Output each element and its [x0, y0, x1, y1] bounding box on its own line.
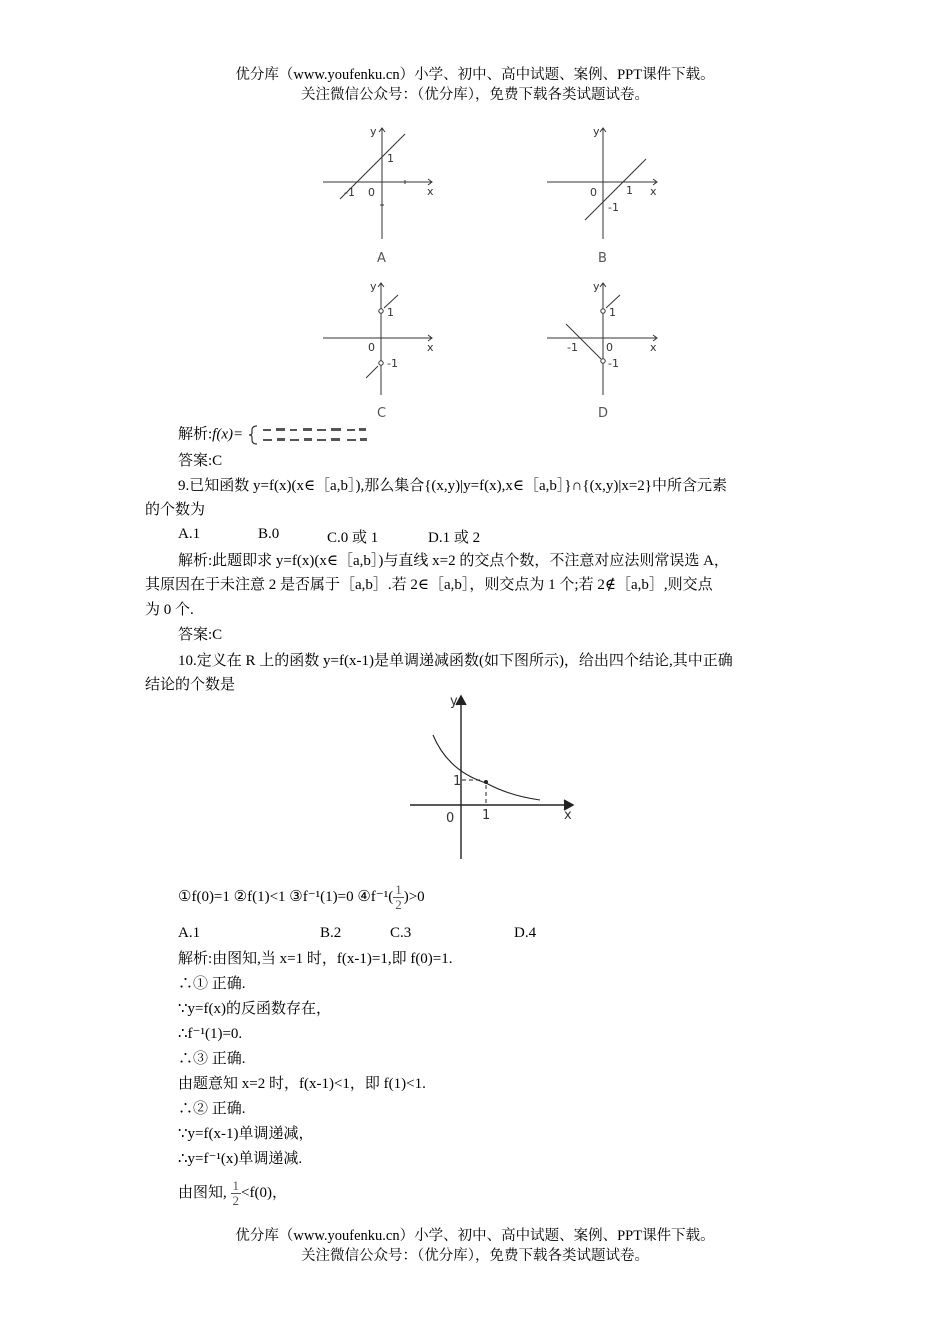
- q9-option-b: B.0: [258, 526, 280, 542]
- caption-d: D: [598, 406, 609, 421]
- q10-analysis-7: ∴② 正确.: [178, 1101, 246, 1117]
- graph-d-label-neg1-x: -1: [567, 341, 578, 354]
- graph-c-x-label: x: [427, 341, 434, 354]
- fraction-one-half-2: [231, 1179, 242, 1208]
- q8-analysis-prefix: 解析:: [178, 426, 213, 443]
- fraction-one-half: [393, 883, 404, 912]
- graph-a-origin: 0: [368, 186, 375, 199]
- q9-analysis-line-3: 为 0 个.: [145, 602, 194, 618]
- graph-b-x-label: x: [650, 185, 657, 198]
- q10-x-label: x: [564, 808, 572, 823]
- graph-a-y-label: y: [370, 125, 377, 138]
- graph-c-y-label: y: [370, 280, 377, 293]
- graph-d-y-label: y: [593, 280, 600, 293]
- graph-c-origin: 0: [368, 341, 375, 354]
- q10-option-c: C.3: [390, 925, 412, 941]
- q9-analysis-line-1: 解析:此题即求 y=f(x)(x∈［a,b］)与直线 x=2 的交点个数，不注意对应法则常误选 A，: [178, 553, 729, 569]
- q10-last-line: [178, 1176, 287, 1210]
- graph-c-label-neg1: -1: [387, 357, 398, 370]
- q10-label-1y: 1: [453, 774, 462, 789]
- header-line-1: 优分库（www.youfenku.cn）小学、初中、高中试题、案例、PPT课件下载。: [235, 67, 715, 83]
- graph-grid-q8: [0, 115, 950, 425]
- graph-d-label-neg1: -1: [608, 357, 619, 370]
- q10-conclusions: [178, 880, 425, 914]
- graph-c: [323, 283, 432, 395]
- q9-option-d: D.1 或 2: [428, 530, 481, 546]
- q10-y-label: y: [450, 694, 458, 709]
- q10-analysis-8: ∵y=f(x-1)单调递减，: [178, 1126, 314, 1142]
- q10-option-b: B.2: [320, 925, 342, 941]
- q10-last-suffix: <f(0)，: [241, 1185, 287, 1201]
- graph-d: [547, 283, 657, 395]
- graph-a-x-label: x: [427, 185, 434, 198]
- caption-c: C: [377, 406, 387, 421]
- graph-d-x-label: x: [650, 341, 657, 354]
- graph-a: [323, 128, 432, 239]
- graph-c-label-1: 1: [387, 306, 394, 319]
- graph-b: [547, 128, 657, 239]
- q10-option-a: A.1: [178, 925, 201, 941]
- caption-b: B: [598, 251, 607, 266]
- q10-stem-line-1: 10.定义在 R 上的函数 y=f(x-1)是单调递减函数(如下图所示)，给出四个结论,其中正确: [178, 653, 733, 669]
- piecewise-brace-icon: [247, 424, 377, 446]
- q9-answer: 答案:C: [178, 627, 223, 643]
- q10-analysis-6: 由题意知 x=2 时，f(x-1)<1，即 f(1)<1.: [178, 1076, 426, 1092]
- frac-den-2: 2: [232, 1193, 240, 1209]
- header-line-2: 关注微信公众号：（优分库），免费下载各类试题试卷。: [301, 87, 649, 103]
- q10-label-1x: 1: [482, 808, 491, 823]
- graph-b-origin: 0: [590, 186, 597, 199]
- q10-stem-line-2: 结论的个数是: [145, 677, 236, 693]
- q10-analysis-4: ∴f⁻¹(1)=0.: [178, 1026, 243, 1042]
- graph-b-y-label: y: [593, 125, 600, 138]
- graph-a-label-neg1: -1: [344, 186, 355, 199]
- q8-answer: 答案:C: [178, 453, 223, 469]
- footer-line-2: 关注微信公众号：（优分库），免费下载各类试题试卷。: [301, 1248, 649, 1264]
- q10-analysis-2: ∴① 正确.: [178, 976, 246, 992]
- q10-last-prefix: 由图知,: [178, 1185, 227, 1201]
- graph-b-label-1: 1: [626, 184, 633, 197]
- q8-analysis: [178, 424, 377, 446]
- q10-conclusions-tail: )>0: [403, 889, 425, 905]
- frac-num-2: 1: [232, 1178, 240, 1194]
- frac-den: 2: [395, 897, 402, 913]
- q8-analysis-func: f(x)=: [212, 426, 244, 443]
- q10-conclusions-text: ①f(0)=1 ②f(1)<1 ③f⁻¹(1)=0 ④f⁻¹(: [178, 889, 394, 905]
- q10-analysis-3: ∵y=f(x)的反函数存在，: [178, 1001, 331, 1017]
- graph-d-label-1: 1: [609, 306, 616, 319]
- graph-a-label-1: 1: [387, 152, 394, 165]
- q10-analysis-5: ∴③ 正确.: [178, 1051, 246, 1067]
- footer-line-1: 优分库（www.youfenku.cn）小学、初中、高中试题、案例、PPT课件下载。: [235, 1228, 715, 1244]
- frac-num: 1: [395, 882, 402, 898]
- q10-analysis-9: ∴y=f⁻¹(x)单调递减.: [178, 1151, 303, 1167]
- graph-b-label-neg1: -1: [608, 201, 619, 214]
- q9-stem-line-2: 的个数为: [145, 502, 206, 518]
- q10-origin: 0: [446, 811, 455, 826]
- graph-d-origin: 0: [606, 341, 613, 354]
- q9-analysis-line-2: 其原因在于未注意 2 是否属于［a,b］.若 2∈［a,b］，则交点为 1 个;若 2∉［a,b］,则交点: [145, 577, 713, 593]
- q10-analysis-1: 解析:由图知,当 x=1 时，f(x-1)=1,即 f(0)=1.: [178, 951, 453, 967]
- q10-option-d: D.4: [514, 925, 537, 941]
- caption-a: A: [377, 251, 386, 266]
- q9-option-c: C.0 或 1: [327, 530, 379, 546]
- q9-stem-line-1: 9.已知函数 y=f(x)(x∈［a,b］),那么集合{(x,y)|y=f(x),x∈［a,b］}∩{(x,y)|x=2}中所含元素: [178, 478, 727, 494]
- q10-graph: [400, 693, 590, 863]
- q9-option-a: A.1: [178, 526, 201, 542]
